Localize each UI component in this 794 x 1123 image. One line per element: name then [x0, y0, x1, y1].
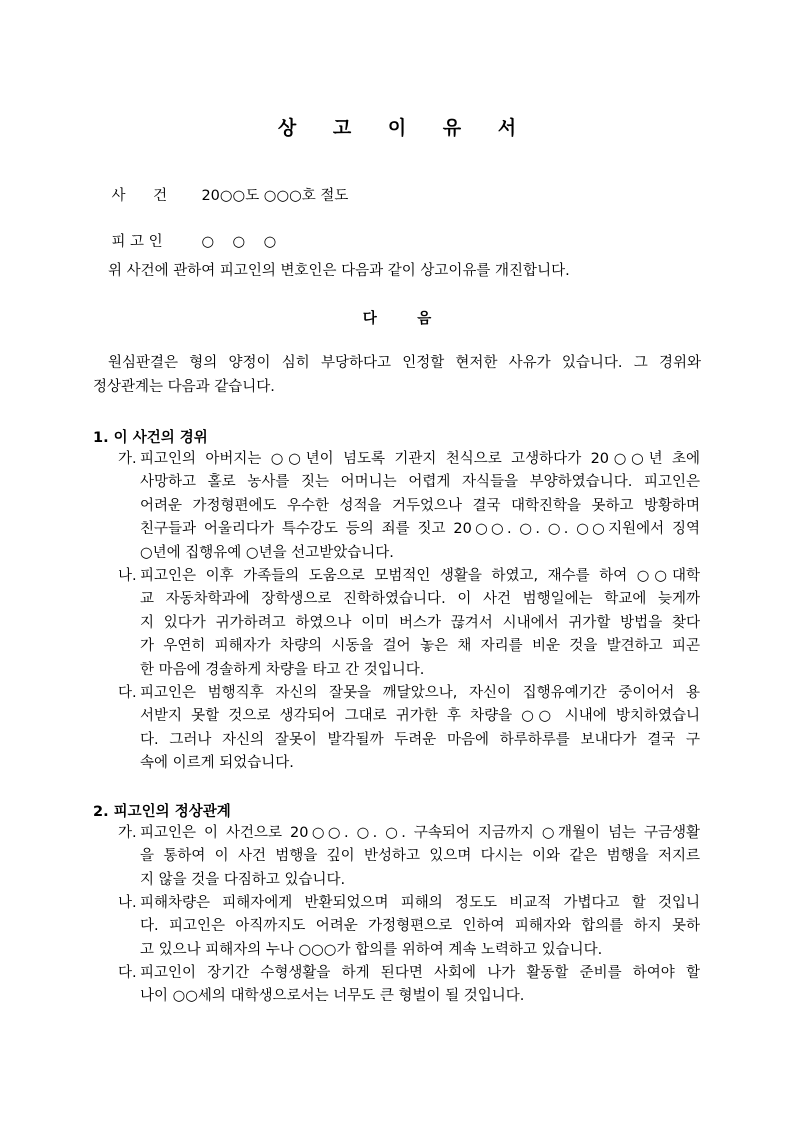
- item-line: 속에 이르게 되었습니다.: [140, 755, 294, 772]
- opening-line: 원심판결은 형의 양정이 심히 부당하다고 인정할 현저한 사유가 있습니다. 그 경위와: [108, 355, 701, 371]
- item-body: [140, 892, 700, 962]
- item-line: 가 우연히 피해자가 차량의 시동을 걸어 놓은 채 자리를 비운 것을 발견하고 피곤: [140, 638, 700, 655]
- item-body: [140, 822, 700, 892]
- item-line: 다. 그러나 자신의 잘못이 발각될까 두려운 마음에 하루하루를 보내다가 결국 구: [140, 731, 700, 748]
- item-line: 피해차량은 피해자에게 반환되었으며 피해의 정도도 비교적 가볍다고 할 것입니: [140, 895, 700, 911]
- item-marker: 가.: [118, 451, 137, 467]
- section-heading: 다 음: [362, 311, 432, 327]
- section-2-title: 2. 피고인의 정상관계: [93, 804, 231, 820]
- intro-paragraph: 위 사건에 관하여 피고인의 변호인은 다음과 같이 상고이유를 개진합니다.: [108, 263, 570, 279]
- case-label: 사 건: [111, 188, 168, 204]
- item-line: 지 않을 것을 다짐하고 있습니다.: [140, 871, 346, 888]
- item-line: 사망하고 홀로 농사를 짓는 어머니는 어렵게 자식들을 부양하였습니다. 피고인은: [140, 474, 700, 491]
- defendant-value: ○ ○ ○: [201, 234, 277, 250]
- opening-paragraph: [93, 352, 701, 399]
- item-marker: 다.: [118, 685, 137, 701]
- item-line: 고 있으나 피해자의 누나 ○○○가 합의를 위하여 계속 노력하고 있습니다.: [140, 941, 603, 958]
- opening-line: 정상관계는 다음과 같습니다.: [93, 378, 275, 395]
- section-2-item-c: [118, 962, 700, 1009]
- item-line: 한 마음에 경솔하게 차량을 타고 간 것입니다.: [140, 661, 425, 678]
- section-2-item-b: [118, 892, 700, 962]
- item-line: 다. 피고인은 아직까지도 어려운 가정형편으로 인하여 피해자와 합의를 하지 못하: [140, 918, 700, 935]
- item-line: 피고인이 장기간 수형생활을 하게 된다면 사회에 나가 활동할 준비를 하여야 할: [140, 965, 700, 981]
- item-line: 지 있다가 귀가하려고 하였으나 이미 버스가 끊겨서 시내에서 귀가할 방법을 찾다: [140, 614, 700, 631]
- item-line: 피고인은 범행직후 자신의 잘못을 깨달았으나, 자신이 집행유예기간 중이어서 용: [140, 685, 700, 701]
- item-line: 어려운 가정형편에도 우수한 성적을 거두었으나 결국 대학진학을 못하고 방황하며: [140, 497, 700, 514]
- item-line: ○년에 집행유예 ○년을 선고받았습니다.: [140, 544, 394, 561]
- item-body: [140, 448, 700, 565]
- item-marker: 나.: [118, 568, 137, 584]
- document-title: 상 고 이 유 서: [277, 117, 532, 139]
- item-body: [140, 682, 700, 776]
- defendant-label: 피 고 인: [111, 234, 163, 250]
- item-line: 피고인의 아버지는 ○○년이 넘도록 기관지 천식으로 고생하다가 20○○년 초에: [140, 451, 700, 467]
- item-line: 피고인은 이 사건으로 20○○. ○. ○. 구속되어 지금까지 ○개월이 넘는 구금생활: [140, 825, 700, 841]
- section-1-item-b: [118, 565, 700, 682]
- item-marker: 나.: [118, 895, 137, 911]
- section-1-title: 1. 이 사건의 경위: [93, 430, 208, 446]
- item-marker: 다.: [118, 965, 137, 981]
- item-line: 을 통하여 이 사건 범행을 깊이 반성하고 있으며 다시는 이와 같은 범행을 저지르: [140, 848, 700, 865]
- section-2-item-a: [118, 822, 700, 892]
- item-body: [140, 962, 700, 1009]
- section-1-item-c: [118, 682, 700, 776]
- item-line: 교 자동차학과에 장학생으로 진학하였습니다. 이 사건 범행일에는 학교에 늦게까: [140, 591, 700, 608]
- item-line: 피고인은 이후 가족들의 도움으로 모범적인 생활을 하였고, 재수를 하여 ○○대학: [140, 568, 700, 584]
- item-line: 친구들과 어울리다가 특수강도 등의 죄를 짓고 20○○. ○. ○. ○○지원에서 징역: [140, 521, 700, 538]
- section-1-item-a: [118, 448, 700, 565]
- item-marker: 가.: [118, 825, 137, 841]
- item-body: [140, 565, 700, 682]
- item-line: 서받지 못할 것으로 생각되어 그대로 귀가한 후 차량을 ○○ 시내에 방치하였습니: [140, 708, 700, 725]
- case-value: 20○○도 ○○○호 절도: [201, 188, 349, 204]
- item-line: 나이 ○○세의 대학생으로서는 너무도 큰 형벌이 될 것입니다.: [140, 988, 525, 1005]
